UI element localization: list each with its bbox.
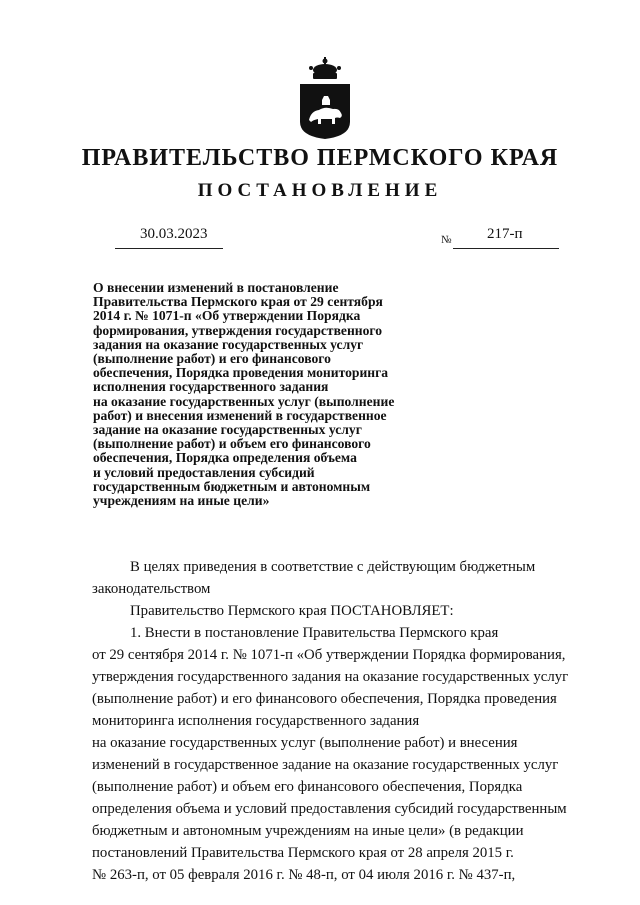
subject-line: работ) и внесения изменений в государственное <box>93 407 387 423</box>
body-line: № 263-п, от 05 февраля 2016 г. № 48-п, от 04 июля 2016 г. № 437-п, <box>92 867 516 883</box>
subject-line: формирования, утверждения государственного <box>93 322 383 338</box>
subject-line: О внесении изменений в постановление <box>93 280 339 295</box>
subject-line: государственным бюджетным и автономным <box>93 478 371 494</box>
subject-line: исполнения государственного задания <box>93 379 329 395</box>
subject-line: обеспечения, Порядка определения объема <box>93 450 357 466</box>
body-line: (выполнение работ) и объем его финансового обеспечения, Порядка <box>92 779 523 795</box>
body-line: В целях приведения в соответствие с действующим бюджетным <box>130 559 536 575</box>
subject-line: (выполнение работ) и его финансового <box>93 351 331 367</box>
body-line: на оказание государственных услуг (выполнение работ) и внесения <box>92 735 518 751</box>
body-line: Правительство Пермского края ПОСТАНОВЛЯЕТ: <box>130 603 454 619</box>
subject-line: и условий предоставления субсидий <box>93 464 315 480</box>
body-line: (выполнение работ) и его финансового обеспечения, Порядка проведения <box>92 691 557 707</box>
subject-line: обеспечения, Порядка проведения мониторинга <box>93 365 389 381</box>
government-title: ПРАВИТЕЛЬСТВО ПЕРМСКОГО КРАЯ <box>81 145 559 171</box>
body-line: утверждения государственного задания на оказание государственных услуг <box>92 669 569 685</box>
document-type: ПОСТАНОВЛЕНИЕ <box>197 180 443 201</box>
subject-line: (выполнение работ) и объем его финансового <box>93 436 371 452</box>
subject-line: Правительства Пермского края от 29 сентября <box>93 294 383 310</box>
subject-line: задания на оказание государственных услуг <box>93 336 364 352</box>
document-subject <box>93 281 433 508</box>
document-date: 30.03.2023 <box>140 226 208 242</box>
body-line: определения объема и условий предоставления субсидий государственным <box>92 801 567 817</box>
body-line: от 29 сентября 2014 г. № 1071-п «Об утверждении Порядка формирования, <box>92 647 566 663</box>
coat-of-arms-icon <box>297 56 353 140</box>
body-line: постановлений Правительства Пермского края от 28 апреля 2015 г. <box>92 845 514 861</box>
document-body <box>92 556 584 886</box>
subject-line: 2014 г. № 1071-п «Об утверждении Порядка <box>93 308 361 324</box>
subject-line: учреждениям на иные цели» <box>93 493 270 509</box>
number-sign: № <box>441 234 452 246</box>
subject-line: задание на оказание государственных услуг <box>93 422 362 438</box>
body-line: мониторинга исполнения государственного задания <box>92 713 420 729</box>
subject-line: на оказание государственных услуг (выполнение <box>93 393 395 409</box>
body-line: бюджетным и автономным учреждениям на иные цели» (в редакции <box>92 823 524 839</box>
body-line: изменений в государственное задание на оказание государственных услуг <box>92 757 559 773</box>
body-line: законодательством <box>92 581 211 597</box>
document-number: 217-п <box>487 226 523 242</box>
body-line: 1. Внести в постановление Правительства Пермского края <box>130 625 499 641</box>
